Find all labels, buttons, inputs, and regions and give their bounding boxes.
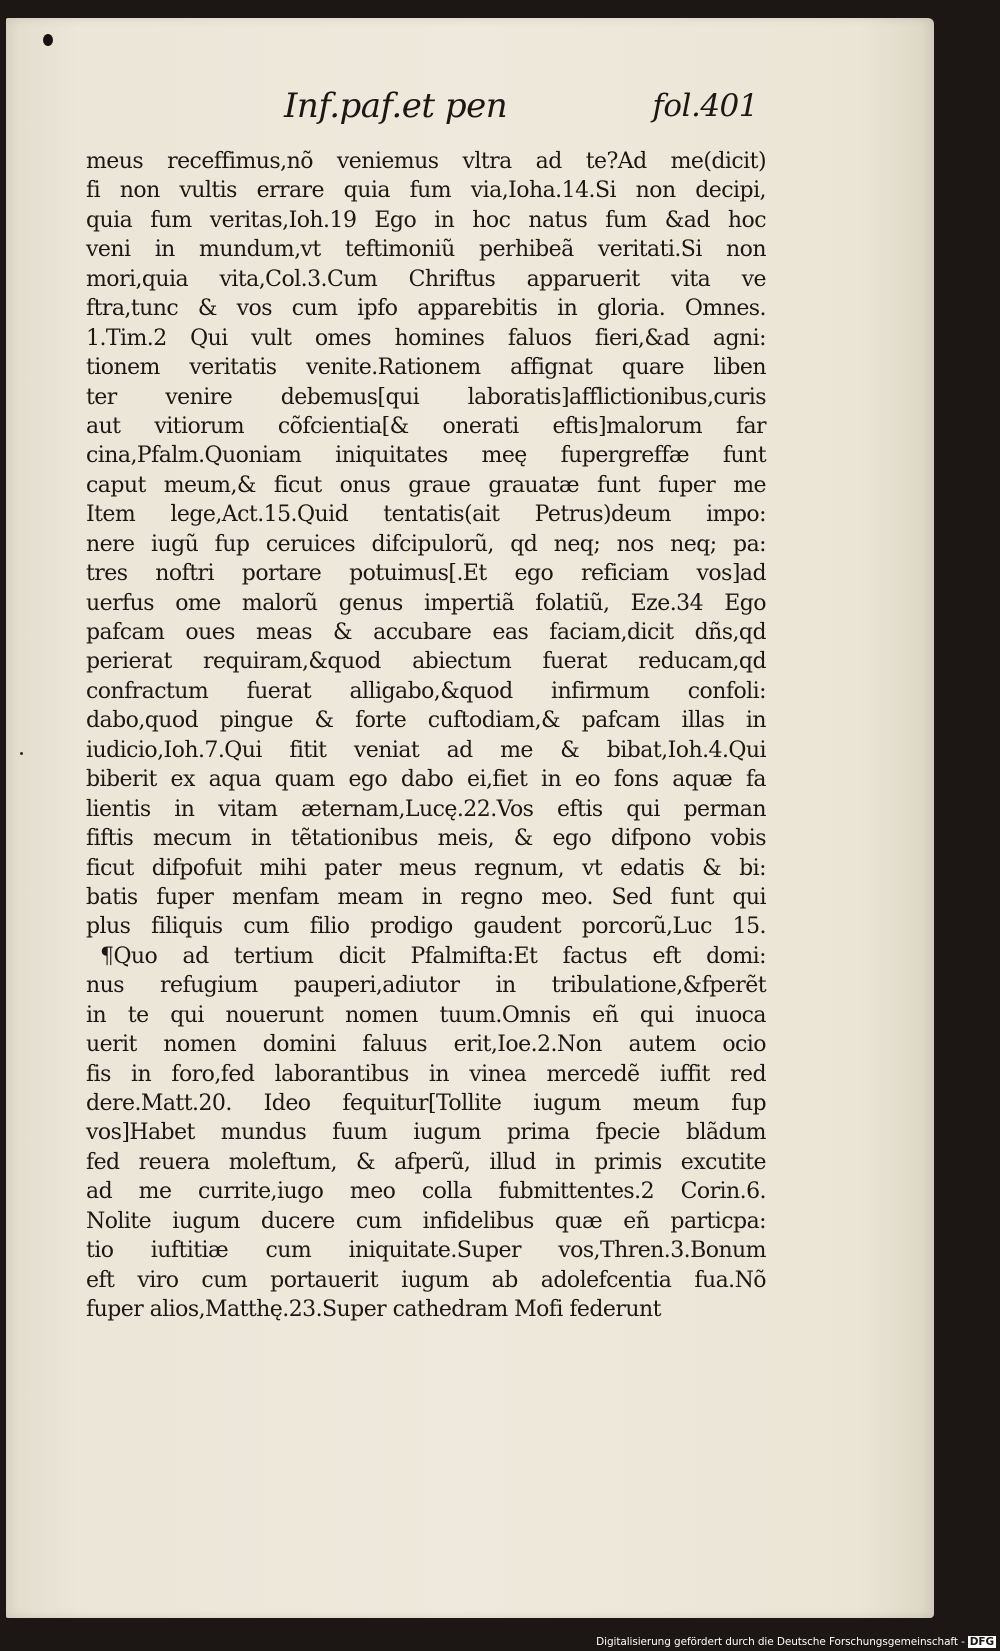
text-line: quia fum veritas,Ioh.19 Ego in hoc natus fum &ad hoc [86, 207, 766, 233]
binding-hole-mark [43, 34, 53, 46]
running-title: Inf.paf.et pen [284, 86, 508, 126]
text-line: fi non vultis errare quia fum via,Ioha.14.Si non decipi, [86, 178, 766, 204]
text-line: pafcam oues meas & accubare eas faciam,dicit dñs,qd [86, 620, 766, 645]
text-line: tionem veritatis venite.Rationem affignat quare liben [86, 355, 766, 381]
text-line: caput meum,& ficut onus graue grauatæ funt fuper me [86, 472, 766, 498]
digitization-credit [596, 1636, 996, 1648]
text-line: perierat requiram,&quod abiectum fuerat reducam,qd [86, 649, 766, 675]
text-line: vos]Habet mundus fuum iugum prima fpecie blãdum [86, 1120, 766, 1146]
text-line: nus refugium pauperi,adiutor in tribulatione,&fperẽt [86, 973, 766, 999]
text-line: nere iugũ fup ceruices difcipulorũ, qd neq; nos neq; pa: [86, 531, 766, 557]
paper-speck [20, 752, 23, 755]
text-line: Item lege,Act.15.Quid tentatis(ait Petrus)deum impo: [86, 502, 766, 528]
text-line: fed reuera moleftum, & afperũ, illud in primis excutite [86, 1149, 766, 1175]
text-line: tres noftri portare potuimus[.Et ego reficiam vos]ad [86, 561, 766, 587]
text-line: tio iuftitiæ cum iniquitate.Super vos,Thren.3.Bonum [86, 1238, 766, 1264]
page-header [88, 86, 758, 136]
text-line: ftra,tunc & vos cum ipfo apparebitis in gloria. Omnes. [86, 296, 766, 322]
folio-number: fol.401 [652, 88, 758, 124]
text-line: confractum fuerat alligabo,&quod infirmum confoli: [86, 678, 766, 704]
text-line: ad me currite,iugo meo colla fubmittentes.2 Corin.6. [86, 1179, 766, 1205]
text-line: biberit ex aqua quam ego dabo ei,fiet in eo fons aquæ fa [86, 767, 766, 793]
text-line: lientis in vitam æternam,Lucę.22.Vos eftis qui perman [86, 796, 766, 822]
text-line: uerfus ome malorũ genus impertiã folatiũ, Eze.34 Ego [86, 590, 766, 616]
text-line: plus filiquis cum filio prodigo gaudent porcorũ,Luc 15. [86, 914, 766, 940]
text-line: veni in mundum,vt teftimoniũ perhibeã veritati.Si non [86, 237, 766, 263]
text-line: iudicio,Ioh.7.Qui fitit veniat ad me & bibat,Ioh.4.Qui [86, 737, 766, 763]
dfg-logo: DFG [969, 1636, 994, 1648]
text-line: fiftis mecum in tẽtationibus meis, & ego difpono vobis [86, 826, 766, 852]
text-line: uerit nomen domini faluus erit,Ioe.2.Non autem ocio [86, 1032, 766, 1058]
text-line: fis in foro,fed laborantibus in vinea mercedẽ iuffit red [86, 1061, 766, 1087]
text-line: dabo,quod pingue & forte cuftodiam,& pafcam illas in [86, 708, 766, 734]
text-line: eft viro cum portauerit iugum ab adolefcentia fua.Nõ [86, 1267, 766, 1293]
text-line: dere.Matt.20. Ideo fequitur[Tollite iugum meum fup [86, 1091, 766, 1116]
text-line: aut vitiorum cõfcientia[& onerati eftis]malorum far [86, 413, 766, 439]
text-line: Nolite iugum ducere cum infidelibus quæ eñ particpa: [86, 1208, 766, 1234]
credit-text: Digitalisierung gefördert durch die Deutsche Forschungsgemeinschaft - [596, 1636, 965, 1648]
text-line: ficut difpofuit mihi pater meus regnum, vt edatis & bi: [86, 855, 766, 881]
text-line: meus receffimus,nõ veniemus vltra ad te?Ad me(dicit) [86, 149, 766, 174]
body-text-block [86, 147, 766, 1325]
text-line: ¶Quo ad tertium dicit Pfalmifta:Et factus eft domi: [100, 943, 766, 969]
text-line: batis fuper menfam meam in regno meo. Sed funt qui [86, 884, 766, 910]
text-line: cina,Pfalm.Quoniam iniquitates meę fupergreffæ funt [86, 443, 766, 469]
text-line: in te qui nouerunt nomen tuum.Omnis eñ qui inuoca [86, 1002, 766, 1028]
text-line: ter venire debemus[qui laboratis]afflictionibus,curis [86, 384, 766, 410]
text-line: 1.Tim.2 Qui vult omes homines faluos fieri,&ad agni: [86, 325, 766, 351]
text-line: fuper alios,Matthę.23.Super cathedram Mofi federunt [86, 1297, 661, 1323]
text-line: mori,quia vita,Col.3.Cum Chriftus apparuerit vita ve [86, 266, 766, 292]
